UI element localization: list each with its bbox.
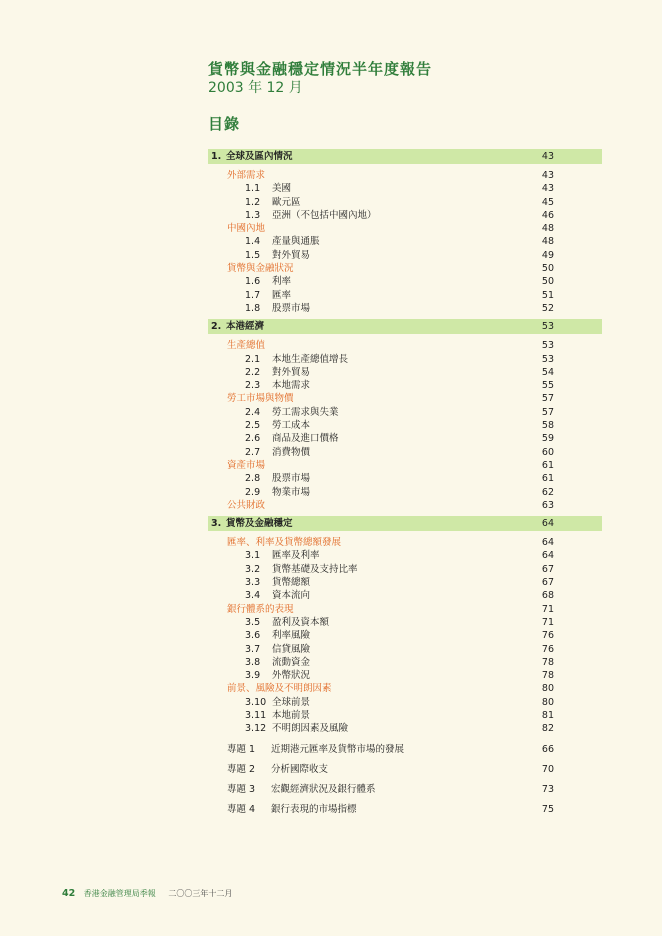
toc-entry-label: 本地生產總值增長 [272,353,349,365]
toc-entry-page: 63 [541,499,554,511]
toc-item-row[interactable] [208,366,602,379]
toc-entry-page: 51 [541,289,554,301]
toc-entry-page: 43 [541,183,554,195]
toc-entry-label: 股票市場 [272,302,311,314]
toc-entry-page: 78 [541,656,554,668]
toc-entry-number: 1.7 [245,289,261,301]
toc-entry-page: 70 [541,763,554,775]
toc-entry-number: 1. [211,151,222,162]
toc-item-row[interactable] [208,616,602,629]
toc-entry-page: 45 [541,196,554,208]
toc-entry-page: 64 [541,518,554,530]
toc-section-row[interactable] [208,319,602,334]
report-date: 2003 年 12 月 [208,80,303,96]
toc-item-row[interactable] [208,696,602,709]
toc-entry-label: 貨幣與金融狀況 [227,263,294,275]
toc-entry-page: 57 [541,406,554,418]
toc-entry-page: 66 [541,743,554,755]
toc-group-row[interactable] [208,459,602,472]
toc-entry-page: 64 [541,537,554,549]
footer-page-number: 42 [62,888,76,899]
toc-entry-number: 1.2 [245,196,261,208]
toc-entry-page: 46 [541,209,554,221]
toc-entry-label: 分析國際收支 [271,763,329,775]
toc-box-topic-row[interactable] [208,800,602,820]
toc-heading: 目錄 [208,115,241,133]
toc-item-row[interactable] [208,196,602,209]
toc-entry-label: 匯率及利率 [272,550,320,562]
toc-entry-number: 2.8 [245,473,261,485]
toc-item-row[interactable] [208,722,602,735]
toc-entry-label: 勞工成本 [272,420,311,432]
toc-entry-label: 利率風險 [272,630,311,642]
toc-entry-label: 貨幣基礎及支持比率 [272,563,358,575]
toc-item-row[interactable] [208,472,602,485]
toc-entry-page: 50 [541,263,554,275]
toc-entry-page: 43 [541,151,554,162]
toc-entry-page: 60 [541,446,554,458]
toc-entry-label: 不明朗因素及風險 [272,723,349,735]
footer-date: 二〇〇三年十二月 [168,889,233,898]
toc-entry-label: 商品及進口價格 [272,433,339,445]
toc-entry-number: 3.8 [245,656,261,668]
toc-entry-label: 亞洲（不包括中國內地） [272,209,377,221]
toc-entry-page: 53 [541,340,554,352]
toc-group-row[interactable] [208,339,602,352]
toc-entry-label: 勞工市場與物價 [227,393,294,405]
toc-entry-number: 3.2 [245,563,261,575]
toc-entry-page: 62 [541,486,554,498]
toc-entry-label: 資產市場 [227,459,266,471]
toc-entry-label: 本港經濟 [226,321,265,333]
toc-entry-label: 股票市場 [272,473,311,485]
toc-entry-page: 59 [541,433,554,445]
toc-entry-label: 對外貿易 [272,366,311,378]
toc-entry-label: 產量與通脹 [272,236,320,248]
toc-entry-number: 3.7 [245,643,261,655]
toc-group-row[interactable] [208,499,602,512]
toc-entry-page: 75 [541,803,554,815]
toc-item-row[interactable] [208,209,602,222]
toc-entry-label: 勞工需求與失業 [272,406,339,418]
toc-entry-label: 公共財政 [227,499,266,511]
toc-entry-page: 49 [541,249,554,261]
toc-entry-page: 52 [541,302,554,314]
toc-item-row[interactable] [208,432,602,445]
toc-entry-number: 3. [211,518,222,530]
toc-item-row[interactable] [208,235,602,248]
toc-item-row[interactable] [208,709,602,722]
toc-entry-page: 67 [541,563,554,575]
toc-entry-number: 2.7 [245,446,261,458]
toc-item-row[interactable] [208,486,602,499]
toc-entry-page: 61 [541,473,554,485]
toc-entry-label: 銀行體系的表現 [227,603,294,615]
toc-entry-number: 3.5 [245,616,261,628]
toc-section-row[interactable] [208,149,602,164]
toc-entry-label: 消費物價 [272,446,311,458]
toc-entry-label: 資本流向 [272,590,311,602]
toc-entry-number: 專題 1 [227,743,256,755]
toc-entry-page: 48 [541,223,554,235]
toc-entry-label: 近期港元匯率及貨幣市場的發展 [271,743,405,755]
toc-entry-number: 1.6 [245,276,261,288]
toc-entry-page: 48 [541,236,554,248]
toc-entry-number: 3.1 [245,550,261,562]
toc-entry-label: 外部需求 [227,170,266,181]
toc-item-row[interactable] [208,589,602,602]
report-title: 貨幣與金融穩定情況半年度報告 [208,60,433,78]
toc-entry-page: 58 [541,420,554,432]
toc-entry-label: 外幣狀況 [272,670,311,682]
toc-group-row[interactable] [208,603,602,616]
toc-entry-number: 2.6 [245,433,261,445]
toc-entry-label: 全球及區內情況 [226,151,293,162]
toc-entry-page: 53 [541,321,554,333]
toc-item-row[interactable] [208,289,602,302]
toc-item-row[interactable] [208,576,602,589]
toc-entry-page: 43 [541,170,554,181]
toc-entry-page: 80 [541,683,554,695]
toc-entry-number: 2. [211,321,222,333]
toc-entry-label: 利率 [272,276,292,288]
toc-entry-number: 2.1 [245,353,261,365]
toc-entry-label: 流動資金 [272,656,311,668]
toc-group-row[interactable] [208,169,602,182]
toc-entry-page: 73 [541,783,554,795]
toc-section-row[interactable] [208,516,602,531]
toc-item-row[interactable] [208,182,602,195]
toc-entry-number: 2.4 [245,406,261,418]
toc-entry-number: 3.9 [245,670,261,682]
toc-entry-number: 專題 3 [227,783,256,795]
toc-item-row[interactable] [208,419,602,432]
toc-entry-page: 81 [541,709,554,721]
toc-entry-page: 71 [541,616,554,628]
toc-entry-page: 71 [541,603,554,615]
toc-entry-page: 68 [541,590,554,602]
table-of-contents [208,149,602,820]
report-header [208,60,432,97]
toc-entry-page: 50 [541,276,554,288]
toc-group-row[interactable] [208,262,602,275]
toc-entry-label: 歐元區 [272,196,301,208]
toc-box-topic-row[interactable] [208,740,602,760]
toc-item-row[interactable] [208,656,602,669]
toc-entry-label: 匯率、利率及貨幣總額發展 [227,537,342,549]
toc-item-row[interactable] [208,563,602,576]
toc-entry-number: 2.5 [245,420,261,432]
toc-entry-label: 貨幣及金融穩定 [226,518,293,530]
toc-group-row[interactable] [208,682,602,695]
toc-item-row[interactable] [208,643,602,656]
toc-box-topic-row[interactable] [208,780,602,800]
toc-entry-number: 3.11 [245,709,267,721]
toc-entry-label: 中國內地 [227,223,266,235]
toc-entry-label: 美國 [272,183,292,195]
toc-entry-page: 80 [541,696,554,708]
toc-group-row[interactable] [208,392,602,405]
toc-entry-label: 貨幣總額 [272,577,311,589]
toc-entry-page: 82 [541,723,554,735]
toc-entry-label: 盈利及資本額 [272,616,330,628]
toc-entry-page: 76 [541,643,554,655]
toc-entry-page: 57 [541,393,554,405]
toc-item-row[interactable] [208,406,602,419]
toc-group-row[interactable] [208,222,602,235]
toc-entry-label: 全球前景 [272,696,311,708]
toc-item-row[interactable] [208,549,602,562]
page-footer [62,888,232,899]
toc-item-row[interactable] [208,275,602,288]
toc-item-row[interactable] [208,669,602,682]
toc-item-row[interactable] [208,379,602,392]
toc-entry-label: 信貸風險 [272,643,311,655]
toc-entry-label: 本地前景 [272,709,311,721]
toc-entry-label: 銀行表現的市場指標 [271,803,357,815]
toc-entry-number: 3.4 [245,590,261,602]
toc-entry-page: 64 [541,550,554,562]
footer-publication: 香港金融管理局季報 [83,889,156,898]
toc-item-row[interactable] [208,353,602,366]
toc-box-topic-row[interactable] [208,760,602,780]
toc-entry-label: 宏觀經濟狀況及銀行體系 [271,783,376,795]
toc-entry-label: 前景、風險及不明朗因素 [227,683,332,695]
toc-entry-number: 3.3 [245,577,261,589]
toc-entry-page: 76 [541,630,554,642]
toc-entry-page: 67 [541,577,554,589]
toc-entry-number: 3.12 [245,723,267,735]
toc-entry-page: 54 [541,366,554,378]
toc-item-row[interactable] [208,302,602,315]
toc-entry-number: 1.4 [245,236,261,248]
toc-entry-number: 1.1 [245,183,261,195]
toc-entry-label: 生產總值 [227,340,266,352]
toc-entry-label: 本地需求 [272,380,311,392]
toc-group-row[interactable] [208,536,602,549]
toc-entry-label: 物業市場 [272,486,311,498]
toc-entry-number: 1.8 [245,302,261,314]
toc-entry-page: 53 [541,353,554,365]
toc-entry-number: 1.3 [245,209,261,221]
toc-item-row[interactable] [208,446,602,459]
toc-item-row[interactable] [208,249,602,262]
toc-entry-label: 匯率 [272,289,292,301]
toc-entry-number: 3.10 [245,696,267,708]
toc-item-row[interactable] [208,629,602,642]
toc-entry-number: 3.6 [245,630,261,642]
toc-entry-number: 2.2 [245,366,261,378]
toc-entry-number: 1.5 [245,249,261,261]
toc-entry-page: 78 [541,670,554,682]
toc-entry-number: 專題 2 [227,763,256,775]
toc-entry-page: 55 [541,380,554,392]
toc-entry-number: 專題 4 [227,803,256,815]
toc-entry-label: 對外貿易 [272,249,311,261]
toc-entry-number: 2.3 [245,380,261,392]
toc-entry-number: 2.9 [245,486,261,498]
toc-entry-page: 61 [541,459,554,471]
